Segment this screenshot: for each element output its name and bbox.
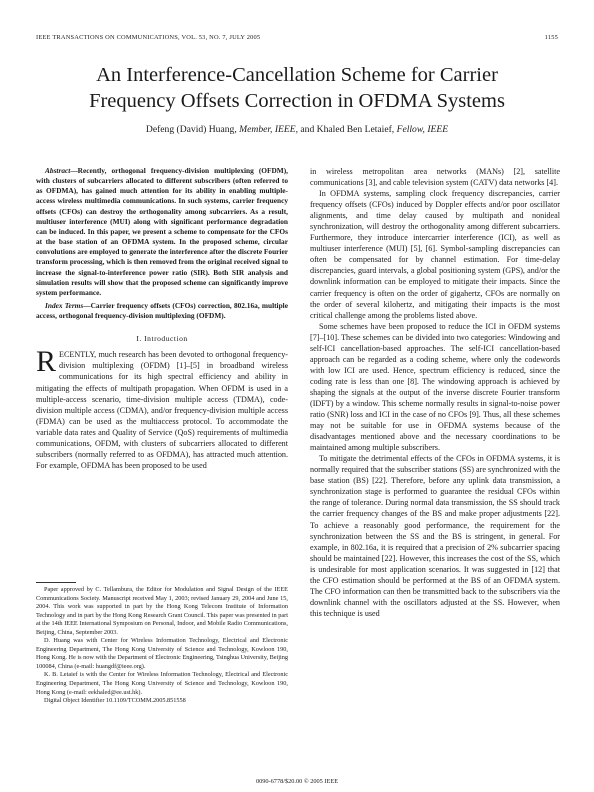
author-2-role: Fellow, IEEE	[396, 124, 449, 135]
right-paragraph-3: Some schemes have been proposed to reduce the ICI in OFDM systems [7]–[10]. These schemes can be divided into two categories: Windowing and self-ICI cancellation-based approaches. The self-ICI cancellation-based approach can be regarded as a coding scheme, where only the codewords with low ICI are used. Hence, spectrum efficiency is reduced, since the coding rate is less than one [8]. The windowing approach is achieved by shaping the signals at the output of the inverse discrete Fourier transform (IDFT) by a window. This scheme normally results in signal-to-noise power ratio (SNR) loss and ICI in the case of no CFOs [9]. Thus, all these schemes may not be suitable for use in OFDMA systems because of the disadvantages mentioned above and the necessary coordinations to be maintained among multiple subscribers.	[310, 321, 560, 453]
footnotes	[36, 586, 288, 706]
footnote-huang: D. Huang was with Center for Wireless Information Technology, Electrical and Electronic Engineering Department, The Hong Kong University of Science and Technology, Kowloon 190, Hong Kong. He is now with the Department of Electronic Engineering, Tsinghua University, Beijing 100084, China (e-mail: huangdf@ieee.org).	[36, 637, 288, 670]
intro-text: ECENTLY, much research has been devoted to orthogonal frequency-division multiplexing (OFDM) [1]–[5] in broadband wireless communications for its high spectral efficiency and ability in mitigating the effects of multipath propagation. When OFDM is used in a multiple-access scenario, time-division multiple access (TDMA), code-division multiple access (CDMA), and/or frequency-division multiple access (FDMA) can be used as the multiaccess protocol. To accommodate the variable data rates and Quality of Service (QoS) requirements of multimedia communications, OFDM, with clusters of subcarriers allocated to different subscribers (normally referred to as OFDMA), has attracted much attention. For example, OFDMA has been proposed to be used	[36, 350, 288, 470]
abstract-label: Abstract	[45, 166, 71, 175]
left-column	[36, 166, 288, 471]
index-terms-label: Index Terms	[45, 301, 84, 311]
footnote-editor: Paper approved by C. Tellambura, the Editor for Modulation and Signal Design of the IEEE Communications Society. Manuscript received May 1, 2003; revised January 29, 2004 and June 15, 2004. This work was supported in part by the Hong Kong Telecom Institute of Information Technology and in part by the Hong Kong Research Grant Council. This paper was presented in part at the 14th IEEE International Symposium on Personal, Indoor, and Mobile Radio Communications, Beijing, China, September 2003.	[36, 586, 288, 636]
section-heading: I. Introduction	[136, 334, 188, 344]
footnote-rule	[36, 582, 76, 583]
title-line-2: Frequency Offsets Correction in OFDMA Systems	[89, 90, 505, 112]
right-paragraph-1: in wireless metropolitan area networks (MANs) [2], satellite communications [3], and cable television system (CATV) data networks [4].	[310, 167, 560, 188]
index-terms	[36, 301, 288, 321]
footnote-doi: Digital Object Identifier 10.1109/TCOMM.2005.851558	[44, 697, 186, 705]
right-paragraph-4: To mitigate the detrimental effects of the CFOs in OFDMA systems, it is normally required that the subscriber stations (SS) are synchronized with the base station (BS) [22]. Therefore, before any uplink data transmission, a synchronization stage is performed to guarantee the residual CFOs within the range of tolerance. During normal data transmission, the SS should track the carrier frequency changes of the BS and make proper adjustments [22]. To achieve a reasonably good performance, the requirement for the synchronization between the SS and the BS is stringent, in general. For example, in 802.16a, it is required that a precision of 2% subcarrier spacing should be maintained [22]. However, this increases the cost of the SS, which is undesirable for most application scenarios. It was suggested in [12] that the CFO estimation should be performed at the BS of an OFDMA system. The CFO information can then be transmitted back to the subscribers via the downlink channel with the oscillators adjusted at the SS. However, when this technique is used	[310, 454, 560, 618]
paper-title	[30, 62, 564, 114]
intro-paragraph	[36, 345, 288, 471]
drop-cap: R	[36, 345, 57, 379]
footnote-letaief: K. B. Letaief is with the Center for Wireless Information Technology, Electrical and Electronic Engineering Department, The Hong Kong University of Science and Technology, Kowloon 190, Hong Kong (e-mail: eekhaled@ee.ust.hk).	[36, 671, 288, 696]
author-1-role: Member, IEEE,	[239, 124, 299, 135]
page-number: 1155	[544, 34, 558, 41]
index-terms-text: —Carrier frequency offsets (CFOs) correction, 802.16a, multiple access, orthogonal frequency-division multiplexing (OFDM).	[36, 301, 288, 321]
title-line-1: An Interference-Cancellation Scheme for Carrier	[96, 64, 498, 86]
right-column	[310, 166, 560, 619]
author-connector: and Khaled Ben Letaief,	[300, 124, 395, 135]
right-paragraph-2: In OFDMA systems, sampling clock frequency discrepancies, carrier frequency offsets (CFOs) induced by Doppler effects and/or poor oscillator alignments, and time delay caused by multipath and nonideal synchronization, will destroy the orthogonality among different subcarriers. Furthermore, they introduce intercarrier interference (ICI), as well as multiuser interference (MUI) [5], [6]. Symbol-sampling discrepancies can often be compensated for by channel estimation. For time-delay discrepancies, guard intervals, a global positioning system (GPS), and/or the downlink information can be employed to mitigate their impacts. Since the carrier frequency is often on the order of gigahertz, CFOs are normally on the order of several kilohertz, and mitigating their impacts is the most critical challenge among the problems listed above.	[310, 189, 560, 320]
journal-name: IEEE TRANSACTIONS ON COMMUNICATIONS, VOL. 53, NO. 7, JULY 2005	[36, 34, 261, 41]
abstract-text: —Recently, orthogonal frequency-division multiplexing (OFDM), with clusters of subcarriers allocated to different subscribers (often referred to as OFDMA), has gained much attention for its ability in enabling multiple-access wireless multimedia communications. In such systems, carrier frequency offsets (CFOs) can destroy the orthogonality among subcarriers. As a result, multiuser interference (MUI) along with significant performance degradation can be induced. In this paper, we present a scheme to compensate for the CFOs at the base station of an OFDMA system. In the proposed scheme, circular convolutions are employed to generate the interference after the discrete Fourier transform processing, which is then removed from the original received signal to increase the signal-to-interference power ratio (SIR). Both SIR analysis and simulation results will show that the proposed scheme can significantly improve system performance.	[36, 166, 288, 297]
abstract	[36, 166, 288, 298]
copyright-footer: 0090-6778/$20.00 © 2005 IEEE	[255, 778, 339, 785]
author-line	[30, 124, 564, 135]
author-1: Defeng (David) Huang,	[145, 124, 237, 135]
